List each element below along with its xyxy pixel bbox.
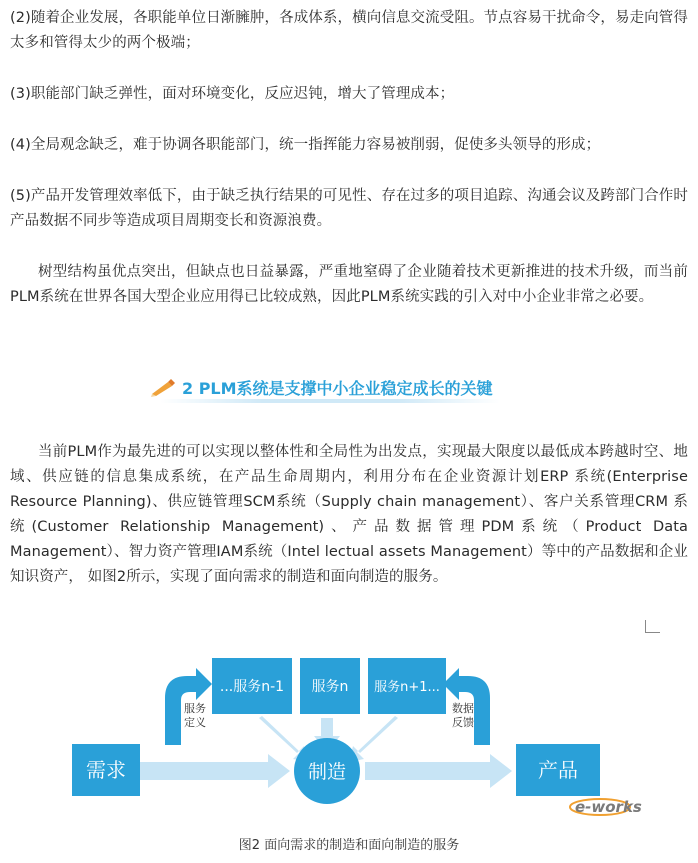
paragraph-point-2: (2)随着企业发展，各职能单位日渐臃肿，各成体系，横向信息交流受阻。节点容易干扰命令，易走向管得太多和管得太少的两个极端； [10,10,688,51]
watermark-logo: e-works [575,798,642,816]
arrow-manufacture-to-product [365,754,512,788]
paragraph-summary: 树型结构虽优点突出，但缺点也日益暴露，严重地窒碍了企业随着技术更新推进的技术升级，而当前PLM系统在世界各国大型企业应用得已比较成熟，因此PLM系统实践的引入对中小企业非常之必要。 [10,264,688,305]
service-n-label: 服务n [311,679,349,695]
service-prev-label: ...服务n-1 [219,679,285,695]
data-feedback-label-2: 反馈 [452,716,474,729]
paragraph-point-4: (4)全局观念缺乏，难于协调各职能部门，统一指挥能力容易被削弱，促使多头领导的形成； [10,137,601,153]
demand-label: 需求 [86,758,126,782]
section-heading [150,373,550,401]
paragraph-point-5: (5)产品开发管理效率低下，由于缺乏执行结果的可见性、存在过多的项目追踪、沟通会议及跨部门合作时产品数据不同步等造成项目周期变长和资源浪费。 [10,188,688,229]
manufacture-label: 制造 [307,761,347,783]
service-definition-label-1: 服务 [184,702,206,715]
service-next-label: 服务n+1... [374,680,440,695]
product-label: 产品 [538,758,578,782]
crop-mark [645,620,660,633]
section-heading-text: 2 PLM系统是支撑中小企业稳定成长的关键 [182,378,493,398]
paragraph-section-body: 当前PLM作为最先进的可以实现以整体性和全局性为出发点，实现最大限度以最低成本跨越时空、地域、供应链的信息集成系统，在产品生命周期内，利用分布在企业资源计划ERP 系统(Enterprise Resource Planning)、供应链管理SCM系统（Supply chain management）、客户关系管理CRM 系统(Customer Relationship Management)、产品数据管理PDM系统（Product Data Management）、智力资产管理IAM系统（Intel lectual assets Management）等中的产品数据和企业知识资产， 如图2所示，实现了面向需求的制造和面向制造的服务。 [10,444,688,585]
pencil-icon [150,376,176,398]
data-feedback-label-1: 数据 [452,702,474,715]
paragraph-point-3: (3)职能部门缺乏弹性，面对环境变化，反应迟钝，增大了管理成本； [10,86,455,102]
figure-caption: 图2 面向需求的制造和面向制造的服务 [238,838,460,853]
service-definition-label-2: 定义 [184,716,206,729]
arrow-service-next-to-manufacture [349,716,398,762]
arrow-demand-to-manufacture [140,754,290,788]
figure-diagram [0,640,698,830]
heading-underline [160,399,500,403]
